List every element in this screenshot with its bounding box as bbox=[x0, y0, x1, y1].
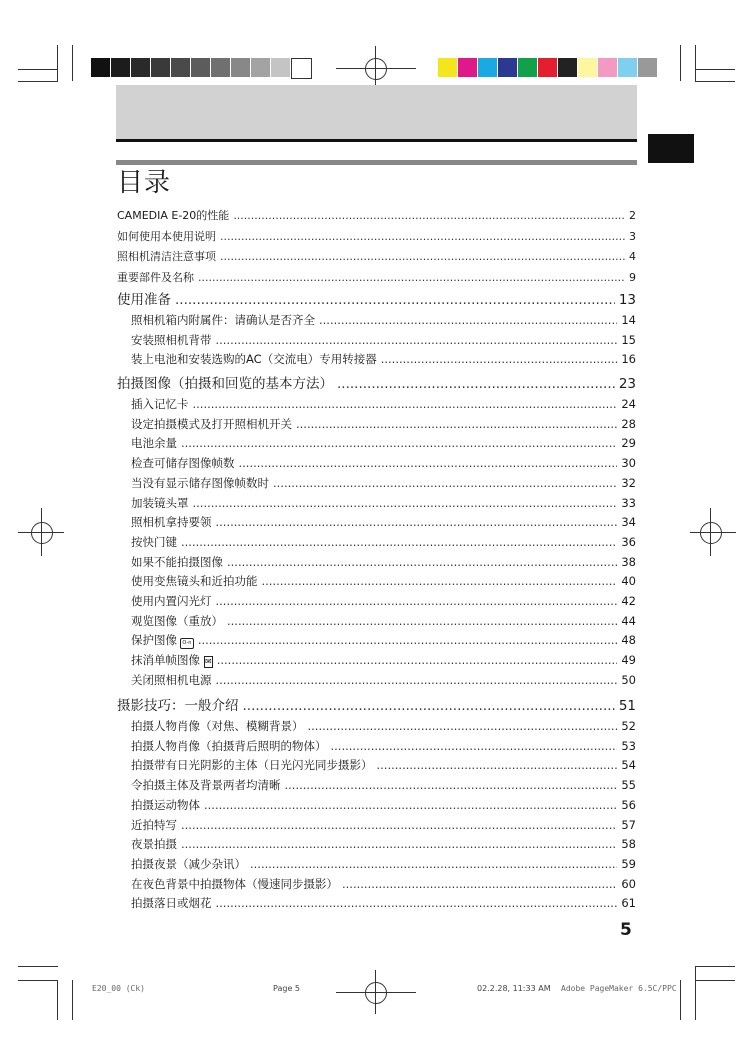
toc-entry[interactable] bbox=[131, 612, 636, 630]
toc-entry[interactable] bbox=[131, 454, 636, 472]
toc-entry-label: 拍摄人物肖像（拍摄背后照明的物体） bbox=[131, 738, 327, 753]
color-swatch bbox=[598, 58, 617, 77]
gray-swatch bbox=[131, 58, 150, 77]
toc-leader bbox=[217, 651, 618, 669]
crop-mark bbox=[18, 81, 58, 82]
crop-mark bbox=[695, 69, 735, 70]
toc-leader bbox=[181, 533, 617, 551]
toc-entry[interactable] bbox=[131, 533, 636, 551]
color-swatch bbox=[498, 58, 517, 77]
toc-entry-page: 24 bbox=[621, 397, 636, 411]
color-swatch bbox=[458, 58, 477, 77]
toc-entry[interactable] bbox=[131, 395, 636, 413]
protect-icon: O-n bbox=[180, 638, 194, 649]
registration-line bbox=[41, 508, 42, 556]
color-swatch bbox=[578, 58, 597, 77]
toc-entry-label: 拍摄运动物体 bbox=[131, 797, 200, 812]
toc-entry[interactable] bbox=[131, 311, 636, 329]
registration-mark-right bbox=[700, 522, 722, 544]
crop-mark bbox=[18, 69, 58, 70]
toc-entry-label: 如果不能拍摄图像 bbox=[131, 554, 223, 569]
toc-leader bbox=[243, 696, 615, 716]
toc-entry-label: 设定拍摄模式及打开照相机开关 bbox=[131, 416, 292, 431]
toc-leader bbox=[216, 671, 618, 689]
toc-leader bbox=[216, 894, 618, 912]
toc-entry-page: 33 bbox=[621, 495, 636, 510]
registration-line bbox=[336, 992, 416, 993]
color-swatch bbox=[618, 58, 637, 77]
toc-entry-label: 照相机清洁注意事项 bbox=[117, 250, 216, 263]
registration-line bbox=[375, 970, 376, 1014]
toc-leader bbox=[296, 415, 617, 433]
toc-leader bbox=[337, 374, 615, 394]
gray-swatch bbox=[191, 58, 210, 77]
gray-swatch bbox=[271, 58, 290, 77]
toc-leader bbox=[239, 454, 618, 472]
toc-entry[interactable] bbox=[131, 331, 636, 349]
toc-entry-label: 按快门键 bbox=[131, 534, 177, 549]
toc-entry-label: 摄影技巧：一般介绍 bbox=[117, 698, 239, 714]
toc-leader bbox=[193, 494, 618, 512]
crop-mark bbox=[18, 980, 58, 981]
gray-swatch bbox=[211, 58, 230, 77]
crop-mark bbox=[695, 45, 696, 81]
footer-file: E20_00 (Ck) bbox=[92, 984, 145, 993]
toc-leader bbox=[319, 311, 617, 329]
erase-icon: ✉ bbox=[205, 657, 212, 667]
toc-entry-label: 令拍摄主体及背景两者均清晰 bbox=[131, 778, 281, 793]
toc-entry-label: 在夜色背景中拍摄物体（慢速同步摄影） bbox=[131, 876, 338, 891]
toc-entry-page: 60 bbox=[621, 876, 636, 891]
toc-entry-label: 近拍特写 bbox=[131, 817, 177, 832]
toc-entry[interactable] bbox=[131, 631, 636, 649]
toc-leader bbox=[181, 434, 617, 452]
registration-line bbox=[336, 68, 416, 69]
registration-line bbox=[375, 46, 376, 90]
header-rule bbox=[116, 139, 637, 142]
footer-page: Page 5 bbox=[273, 984, 300, 993]
gray-swatch bbox=[291, 58, 312, 79]
crop-mark bbox=[695, 980, 735, 981]
toc-leader bbox=[342, 875, 617, 893]
toc-leader bbox=[220, 248, 625, 265]
toc-entry[interactable] bbox=[131, 572, 636, 590]
toc-leader bbox=[220, 228, 625, 245]
toc-entry-page: 34 bbox=[621, 515, 636, 530]
toc-entry-page: 49 bbox=[621, 653, 636, 668]
toc-entry-page: 28 bbox=[621, 416, 636, 431]
toc-entry-label: 使用内置闪光灯 bbox=[131, 594, 212, 608]
toc-entry[interactable] bbox=[131, 776, 636, 794]
toc-entry-page: 13 bbox=[618, 292, 636, 308]
gray-swatch bbox=[111, 58, 130, 77]
toc-leader bbox=[193, 395, 618, 413]
toc-entry-page: 36 bbox=[621, 534, 636, 549]
toc-entry-page: 57 bbox=[621, 817, 636, 832]
registration-mark-bottom bbox=[365, 982, 387, 1004]
toc-entry-label: 照相机拿持要领 bbox=[131, 515, 212, 530]
crop-mark bbox=[72, 45, 73, 81]
toc-entry-page: 42 bbox=[621, 594, 636, 608]
toc-section[interactable] bbox=[117, 290, 636, 310]
crop-mark bbox=[57, 980, 58, 1020]
toc-leader bbox=[377, 756, 618, 774]
toc-entry-page: 15 bbox=[621, 332, 636, 347]
toc-entry-label: 使用准备 bbox=[117, 292, 171, 308]
toc-entry[interactable] bbox=[117, 207, 636, 224]
toc-entry-page: 30 bbox=[621, 456, 636, 471]
toc-section[interactable] bbox=[117, 696, 636, 716]
toc-entry-page: 54 bbox=[621, 758, 636, 773]
registration-mark-left bbox=[31, 522, 53, 544]
toc-entry-page: 56 bbox=[621, 797, 636, 812]
toc-entry-label: 装上电池和安装选购的AC（交流电）专用转接器 bbox=[131, 352, 377, 367]
toc-entry[interactable] bbox=[131, 835, 636, 853]
page-number: 5 bbox=[620, 920, 632, 940]
toc-entry-label: 拍摄落日或烟花 bbox=[131, 896, 212, 911]
toc-entry-label: 关闭照相机电源 bbox=[131, 672, 212, 687]
toc-entry-label: 电池余量 bbox=[131, 436, 177, 451]
toc-leader bbox=[227, 612, 617, 630]
toc-entry-page: 48 bbox=[621, 633, 636, 648]
toc-entry-page: 9 bbox=[629, 270, 636, 284]
toc-entry[interactable] bbox=[131, 671, 636, 689]
toc-entry-label: 照相机箱内附属件：请确认是否齐全 bbox=[131, 313, 315, 327]
toc-entry-page: 38 bbox=[621, 554, 636, 569]
toc-entry[interactable] bbox=[131, 553, 636, 571]
toc-entry-label: 抹消单帧图像 bbox=[131, 653, 200, 668]
crop-mark bbox=[695, 81, 735, 82]
toc-entry-label: 插入记忆卡 bbox=[131, 397, 189, 411]
toc-entry-label: 拍摄带有日光阴影的主体（日光闪光同步摄影） bbox=[131, 758, 373, 773]
toc-leader bbox=[273, 474, 617, 492]
registration-line bbox=[710, 508, 711, 556]
toc-entry-label: 夜景拍摄 bbox=[131, 837, 177, 852]
toc-section[interactable] bbox=[117, 374, 636, 394]
toc-leader bbox=[381, 350, 618, 368]
toc-leader bbox=[216, 331, 618, 349]
toc-entry[interactable] bbox=[131, 875, 636, 893]
toc-entry[interactable] bbox=[117, 269, 636, 286]
toc-entry[interactable] bbox=[131, 737, 636, 755]
toc-entry[interactable] bbox=[131, 513, 636, 531]
toc-leader bbox=[285, 776, 618, 794]
toc-leader bbox=[181, 816, 617, 834]
gray-swatch bbox=[151, 58, 170, 77]
toc-entry[interactable] bbox=[131, 494, 636, 512]
section-tab bbox=[648, 134, 694, 163]
toc-leader bbox=[227, 553, 617, 571]
crop-mark bbox=[695, 966, 735, 967]
toc-entry[interactable] bbox=[131, 651, 636, 669]
gray-swatch bbox=[91, 58, 110, 77]
toc-entry-label: 观览图像（重放） bbox=[131, 613, 223, 628]
color-swatch bbox=[638, 58, 657, 77]
toc-entry-page: 50 bbox=[621, 672, 636, 687]
toc-entry-page: 61 bbox=[621, 896, 636, 911]
crop-mark bbox=[57, 45, 58, 81]
toc-leader bbox=[204, 796, 617, 814]
color-swatch bbox=[438, 58, 457, 77]
toc-entry-page: 3 bbox=[629, 229, 636, 243]
toc-entry[interactable] bbox=[131, 855, 636, 873]
toc-entry[interactable] bbox=[131, 474, 636, 492]
toc-leader bbox=[216, 513, 618, 531]
toc-leader bbox=[331, 737, 618, 755]
toc-entry-label: 使用变焦镜头和近拍功能 bbox=[131, 574, 258, 589]
color-swatch bbox=[538, 58, 557, 77]
toc-leader bbox=[250, 855, 617, 873]
toc-entry-page: 52 bbox=[621, 719, 636, 733]
color-swatch bbox=[558, 58, 577, 77]
toc-entry-label: 当没有显示储存图像帧数时 bbox=[131, 475, 269, 490]
toc-entry-label: 安装照相机背带 bbox=[131, 332, 212, 347]
toc-entry-page: 4 bbox=[629, 250, 636, 263]
toc-entry[interactable] bbox=[131, 796, 636, 814]
registration-line bbox=[690, 532, 736, 533]
toc-entry[interactable] bbox=[117, 228, 636, 245]
toc-entry-page: 55 bbox=[621, 778, 636, 793]
toc-entry-page: 2 bbox=[629, 209, 636, 222]
toc-entry-page: 29 bbox=[621, 436, 636, 451]
toc-leader bbox=[233, 207, 625, 224]
toc-entry[interactable] bbox=[117, 248, 636, 265]
toc-leader bbox=[216, 592, 618, 610]
footer-app: Adobe PageMaker 6.5C/PPC bbox=[561, 984, 677, 993]
crop-mark bbox=[680, 45, 681, 81]
toc-entry-label: CAMEDIA E-20的性能 bbox=[117, 209, 230, 222]
toc-leader bbox=[198, 631, 618, 649]
header-band bbox=[116, 85, 637, 139]
toc-entry[interactable] bbox=[131, 592, 636, 610]
toc-entry-page: 58 bbox=[621, 837, 636, 852]
toc-entry[interactable] bbox=[131, 434, 636, 452]
toc-entry-label: 如何使用本使用说明 bbox=[117, 229, 216, 243]
toc-entry-page: 44 bbox=[621, 613, 636, 628]
toc-entry-label: 重要部件及名称 bbox=[117, 270, 194, 284]
toc-leader bbox=[262, 572, 618, 590]
toc-leader bbox=[181, 835, 617, 853]
gray-swatch bbox=[171, 58, 190, 77]
registration-mark-top bbox=[365, 58, 387, 80]
toc-entry-label: 检查可储存图像帧数 bbox=[131, 456, 235, 471]
toc-entry[interactable] bbox=[131, 350, 636, 368]
toc-entry-page: 40 bbox=[621, 574, 636, 589]
color-swatch bbox=[478, 58, 497, 77]
crop-mark bbox=[18, 966, 58, 967]
toc-entry[interactable] bbox=[131, 415, 636, 433]
crop-mark bbox=[680, 980, 681, 1020]
toc-entry[interactable] bbox=[131, 717, 636, 735]
toc-entry-page: 32 bbox=[621, 475, 636, 490]
toc-leader bbox=[175, 290, 615, 310]
gray-swatch bbox=[231, 58, 250, 77]
page-title: 目录 bbox=[117, 168, 172, 198]
toc-leader bbox=[308, 717, 618, 735]
toc-leader bbox=[198, 269, 625, 286]
toc-entry-label: 保护图像 bbox=[131, 633, 177, 648]
crop-mark bbox=[695, 966, 696, 1020]
toc-entry-label: 拍摄夜景（减少杂讯） bbox=[131, 856, 246, 871]
toc-entry-label: 拍摄图像（拍摄和回览的基本方法） bbox=[117, 376, 333, 392]
gray-swatch bbox=[251, 58, 270, 77]
toc-entry-page: 59 bbox=[621, 856, 636, 871]
toc-entry[interactable] bbox=[131, 756, 636, 774]
toc-entry[interactable] bbox=[131, 894, 636, 912]
toc-entry-page: 16 bbox=[621, 352, 636, 367]
crop-mark bbox=[72, 980, 73, 1020]
toc-entry-page: 14 bbox=[621, 313, 636, 327]
toc-entry[interactable] bbox=[131, 816, 636, 834]
toc-entry-label: 拍摄人物肖像（对焦、模糊背景） bbox=[131, 719, 304, 733]
color-swatch bbox=[518, 58, 537, 77]
toc-entry-page: 53 bbox=[621, 738, 636, 753]
toc-entry-label: 加装镜头罩 bbox=[131, 495, 189, 510]
header-rule-gray bbox=[116, 160, 637, 165]
footer-date: 02.2.28, 11:33 AM bbox=[477, 984, 551, 993]
toc-entry-page: 23 bbox=[618, 376, 636, 392]
toc-entry-page: 51 bbox=[618, 698, 636, 714]
